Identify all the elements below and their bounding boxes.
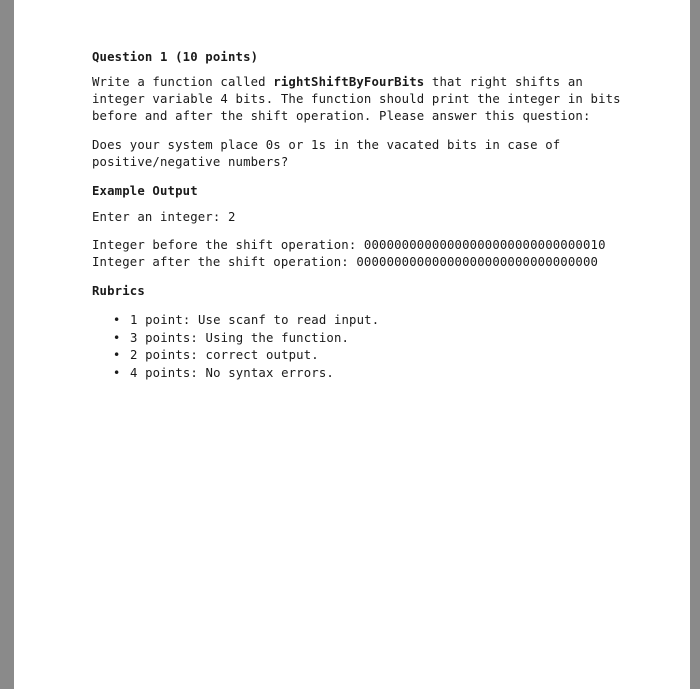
question-title: Question 1 (10 points) [92, 50, 259, 64]
example-input-line: Enter an integer: 2 [92, 210, 236, 224]
rubric-item [92, 347, 652, 365]
bullet-icon: • [113, 330, 121, 345]
bullet-icon: • [113, 348, 121, 362]
rubrics-heading: Rubrics [92, 284, 145, 298]
rubric-item [92, 365, 652, 383]
rubric-item-text: 3 points: Using the function. [130, 330, 350, 345]
document-page [14, 0, 690, 689]
output-before-line: Integer before the shift operation: 00000000000000000000000000000010 [92, 238, 606, 252]
question-description [92, 74, 652, 125]
rubric-item-text: 4 points: No syntax errors. [130, 365, 334, 380]
question-intro-start: Write a function called [92, 75, 274, 89]
output-after-line: Integer after the shift operation: 00000000000000000000000000000000 [92, 255, 599, 269]
rubric-item-text: 1 point: Use scanf to read input. [130, 313, 380, 327]
example-output-block [92, 237, 652, 271]
question-intro-end: that right shifts an integer variable 4 bits. The function should print the integer in bits before and after the shift operation. Please answer this question: [92, 75, 621, 123]
bullet-icon: • [113, 365, 121, 380]
rubric-item [92, 312, 652, 330]
sub-question: Does your system place 0s or 1s in the vacated bits in case of positive/negative numbers? [92, 138, 561, 169]
example-output-heading: Example Output [92, 184, 198, 198]
rubric-item-text: 2 points: correct output. [130, 348, 319, 362]
bullet-icon: • [113, 313, 121, 327]
rubric-item [92, 330, 652, 348]
rubrics-list [92, 312, 652, 382]
question-content [92, 49, 652, 382]
function-name: rightShiftByFourBits [273, 75, 425, 89]
